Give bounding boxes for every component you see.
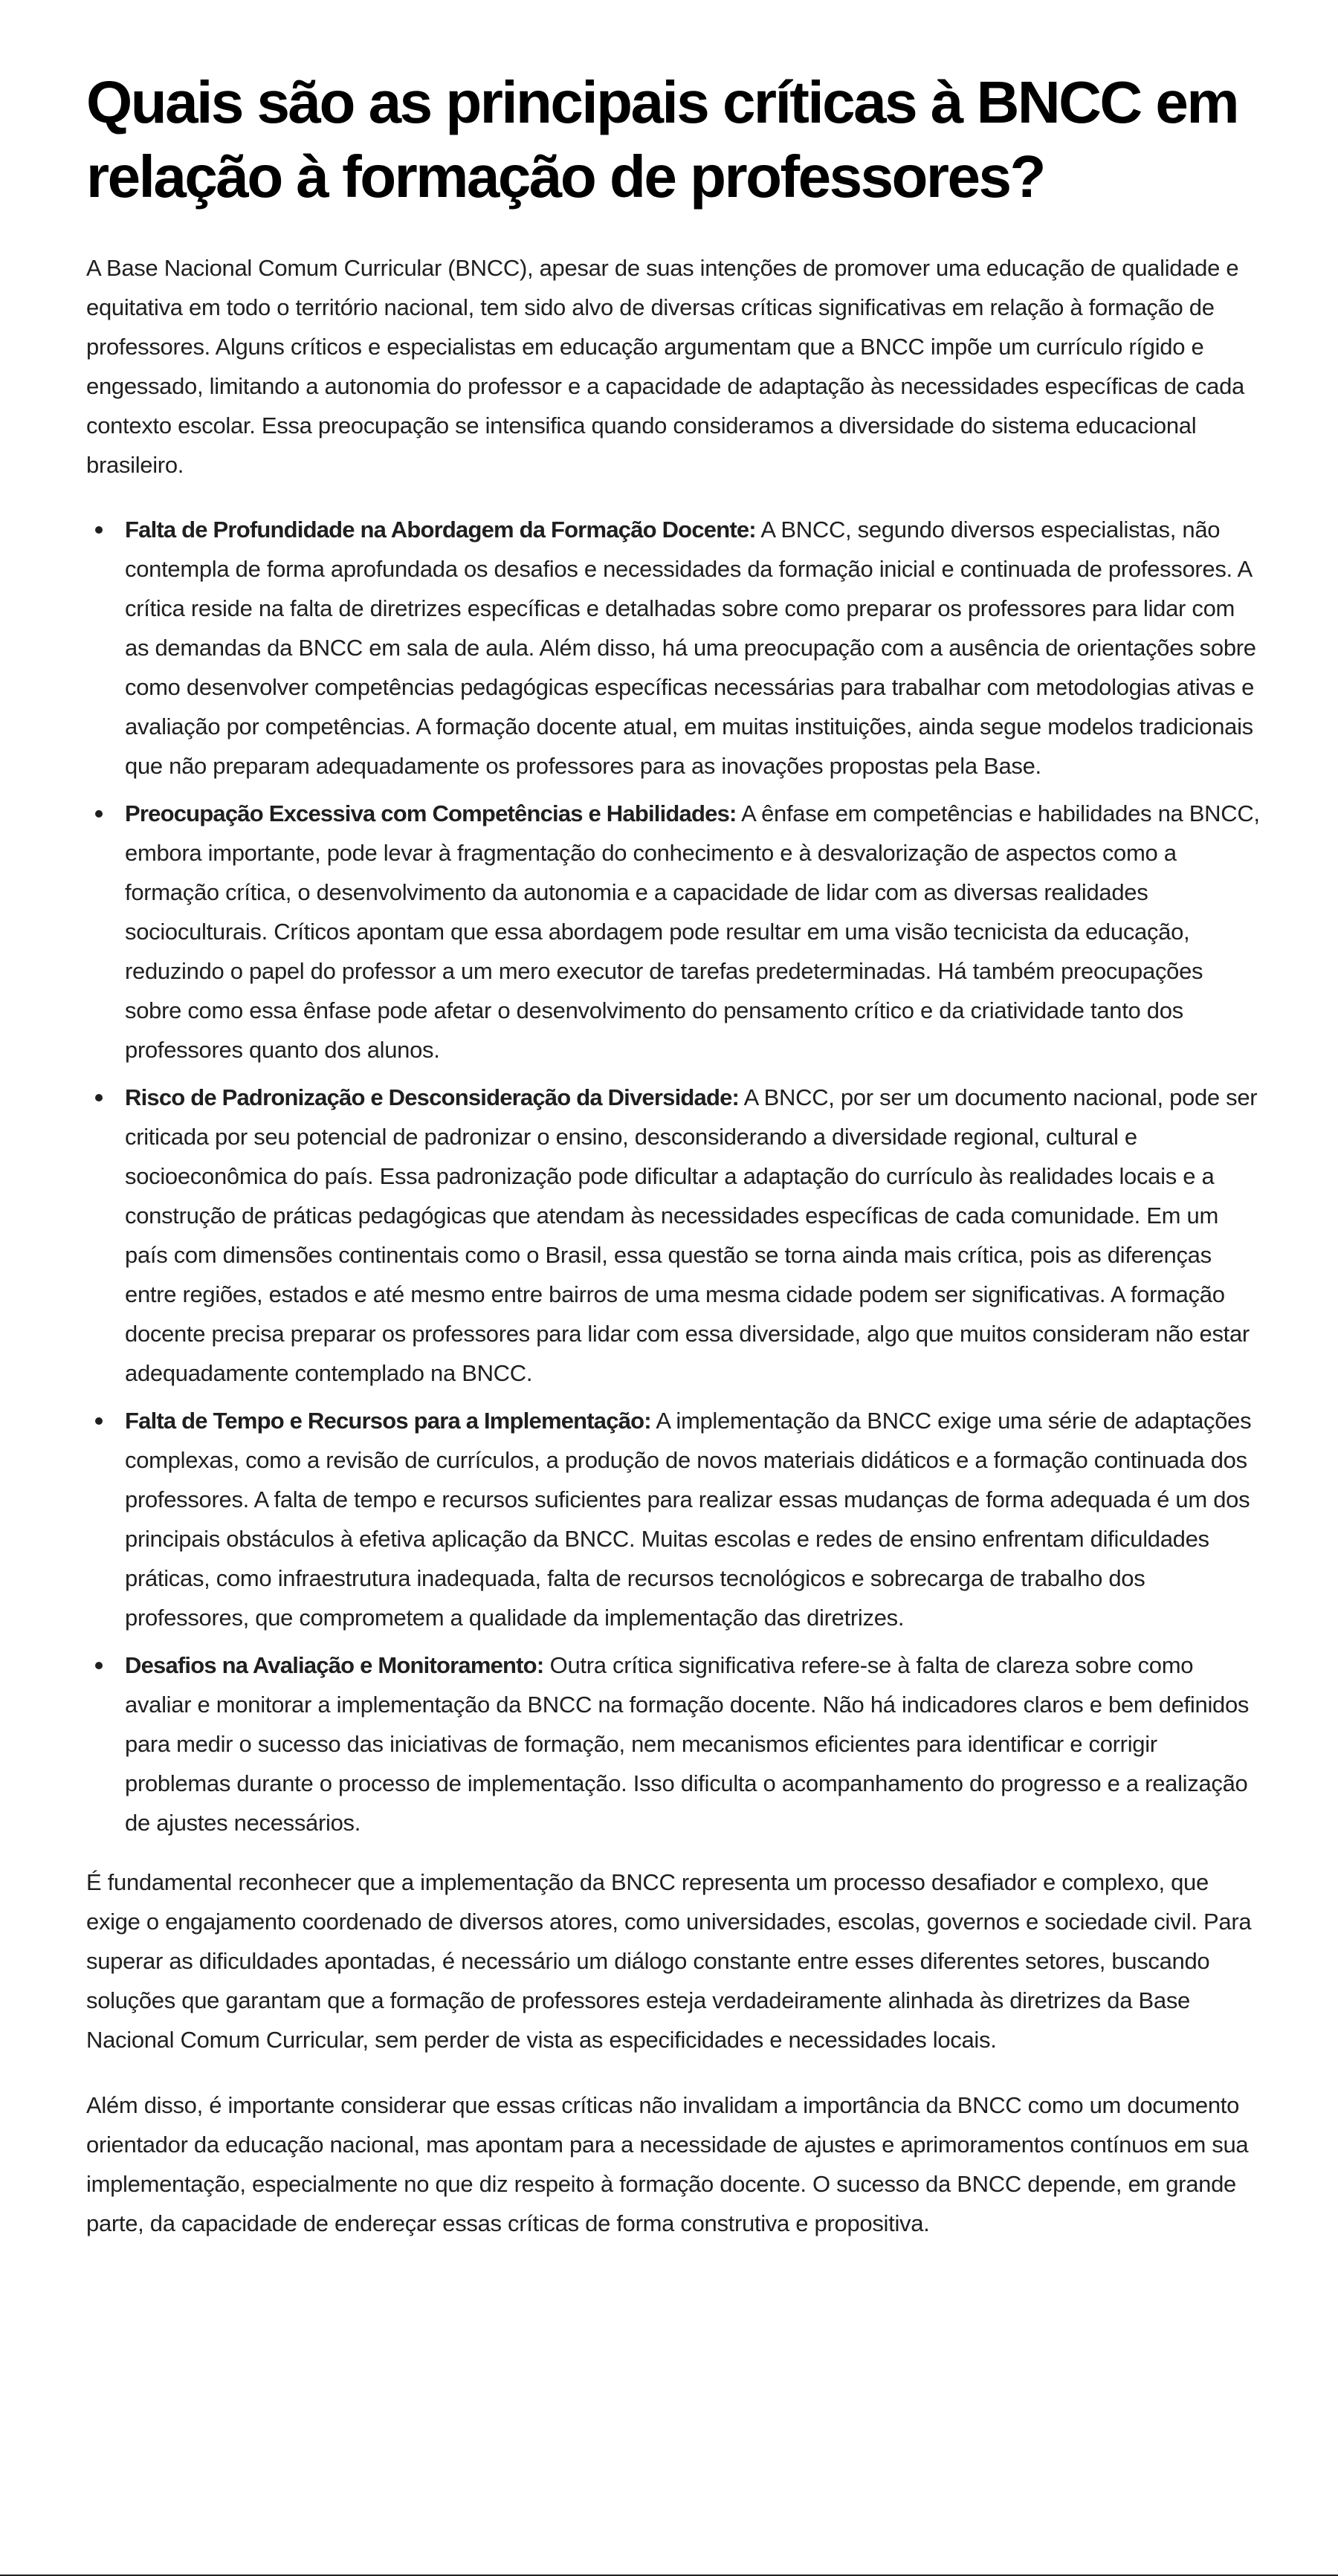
list-item xyxy=(86,1401,1261,1637)
article xyxy=(86,65,1261,2243)
bullet-icon xyxy=(95,1094,103,1101)
critiques-list xyxy=(86,510,1261,1842)
list-item-title: Risco de Padronização e Desconsideração da Diversidade: xyxy=(125,1084,740,1110)
closing-paragraph: Além disso, é importante considerar que essas críticas não invalidam a importância da BNCC como um documento orientador da educação nacional, mas apontam para a necessidade de ajustes e aprimoramentos contínuos em sua implementação, especialmente no que diz respeito à formação docente. O sucesso da BNCC depende, em grande parte, da capacidade de endereçar essas críticas de forma construtiva e propositiva. xyxy=(86,2092,1249,2236)
list-item-title: Falta de Tempo e Recursos para a Implementação: xyxy=(125,1408,651,1434)
list-item-text: A ênfase em competências e habilidades na BNCC, embora importante, pode levar à fragmentação do conhecimento e à desvalorização de aspectos como a formação crítica, o desenvolvimento da autonomia e a capacidade de lidar com as diversas realidades socioculturais. Críticos apontam que essa abordagem pode resultar em uma visão tecnicista da educação, reduzindo o papel do professor a um mero executor de tarefas predeterminadas. Há também preocupações sobre como essa ênfase pode afetar o desenvolvimento do pensamento crítico e da criatividade tanto dos professores quanto dos alunos. xyxy=(125,800,1260,1063)
bullet-icon xyxy=(95,526,103,534)
list-item xyxy=(86,794,1261,1069)
list-item-title: Falta de Profundidade na Abordagem da Formação Docente: xyxy=(125,517,756,543)
list-item xyxy=(86,1078,1261,1393)
list-item xyxy=(86,1645,1261,1842)
list-item-title: Desafios na Avaliação e Monitoramento: xyxy=(125,1652,544,1678)
list-item-text: A BNCC, segundo diversos especialistas, não contempla de forma aprofundada os desafios e necessidades da formação inicial e continuada de professores. A crítica reside na falta de diretrizes específicas e detalhadas sobre como preparar os professores para lidar com as demandas da BNCC em sala de aula. Além disso, há uma preocupação com a ausência de orientações sobre como desenvolver competências pedagógicas específicas necessárias para trabalhar com metodologias ativas e avaliação por competências. A formação docente atual, em muitas instituições, ainda segue modelos tradicionais que não preparam adequadamente os professores para as inovações propostas pela Base. xyxy=(125,517,1256,779)
list-item xyxy=(86,510,1261,786)
list-item-text: Outra crítica significativa refere-se à falta de clareza sobre como avaliar e monitorar a implementação da BNCC na formação docente. Não há indicadores claros e bem definidos para medir o sucesso das iniciativas de formação, nem mecanismos eficientes para identificar e corrigir problemas durante o processo de implementação. Isso dificulta o acompanhamento do progresso e a realização de ajustes necessários. xyxy=(125,1652,1250,1836)
bullet-icon xyxy=(95,1417,103,1425)
conclusion-paragraph: É fundamental reconhecer que a implementação da BNCC representa um processo desafiador e complexo, que exige o engajamento coordenado de diversos atores, como universidades, escolas, governos e sociedade civil. Para superar as dificuldades apontadas, é necessário um diálogo constante entre esses diferentes setores, buscando soluções que garantam que a formação de professores esteja verdadeiramente alinhada às diretrizes da Base Nacional Comum Curricular, sem perder de vista as especificidades e necessidades locais. xyxy=(86,1869,1252,2053)
page-title: Quais são as principais críticas à BNCC em relação à formação de professores? xyxy=(86,69,1238,210)
bullet-icon xyxy=(95,1662,103,1669)
list-item-text: A implementação da BNCC exige uma série de adaptações complexas, como a revisão de currículos, a produção de novos materiais didáticos e a formação continuada dos professores. A falta de tempo e recursos suficientes para realizar essas mudanças de forma adequada é um dos principais obstáculos à efetiva aplicação da BNCC. Muitas escolas e redes de ensino enfrentam dificuldades práticas, como infraestrutura inadequada, falta de recursos tecnológicos e sobrecarga de trabalho dos professores, que comprometem a qualidade da implementação das diretrizes. xyxy=(125,1408,1252,1631)
intro-paragraph: A Base Nacional Comum Curricular (BNCC), apesar de suas intenções de promover uma educação de qualidade e equitativa em todo o território nacional, tem sido alvo de diversas críticas significativas em relação à formação de professores. Alguns críticos e especialistas em educação argumentam que a BNCC impõe um currículo rígido e engessado, limitando a autonomia do professor e a capacidade de adaptação às necessidades específicas de cada contexto escolar. Essa preocupação se intensifica quando consideramos a diversidade do sistema educacional brasileiro. xyxy=(86,255,1244,478)
list-item-text: A BNCC, por ser um documento nacional, pode ser criticada por seu potencial de padronizar o ensino, desconsiderando a diversidade regional, cultural e socioeconômica do país. Essa padronização pode dificultar a adaptação do currículo às realidades locais e a construção de práticas pedagógicas que atendam às necessidades específicas de cada comunidade. Em um país com dimensões continentais como o Brasil, essa questão se torna ainda mais crítica, pois as diferenças entre regiões, estados e até mesmo entre bairros de uma mesma cidade podem ser significativas. A formação docente precisa preparar os professores para lidar com essa diversidade, algo que muitos consideram não estar adequadamente contemplado na BNCC. xyxy=(125,1084,1258,1386)
list-item-title: Preocupação Excessiva com Competências e Habilidades: xyxy=(125,800,737,826)
bullet-icon xyxy=(95,810,103,818)
